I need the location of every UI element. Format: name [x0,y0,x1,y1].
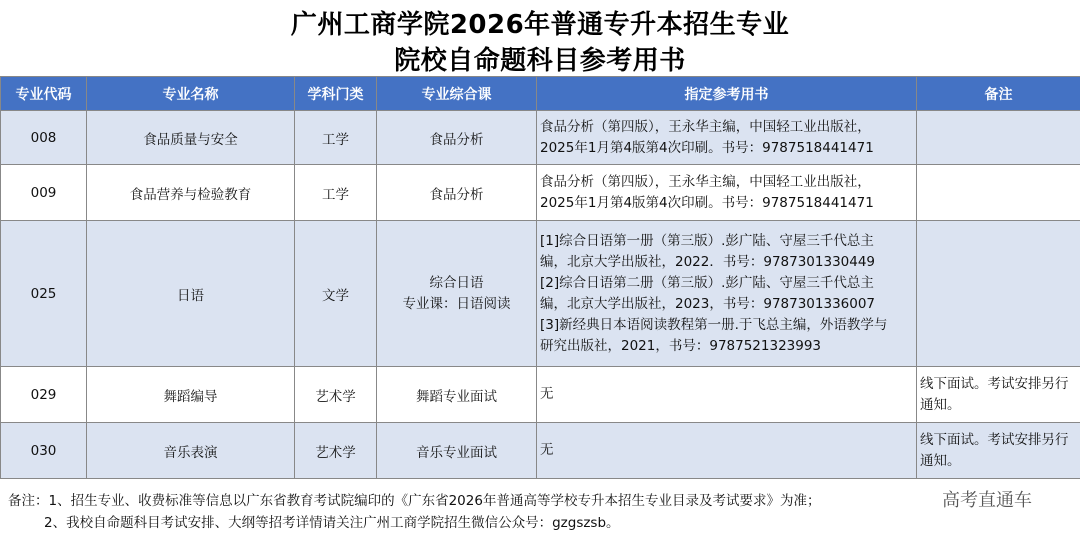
cell-books [537,221,917,367]
cell-books [537,111,917,165]
cell-course [377,111,537,165]
table-row [1,367,1080,423]
course-line: 食品分析 [429,131,484,148]
book-line: [3]新经典日本语阅读教程第一册.于飞总主编，外语教学与 [540,316,888,333]
book-line: 2025年1月第4版第4次印刷。书号：9787518441471 [540,194,874,211]
cell-name: 食品质量与安全 [87,111,295,165]
cell-name: 音乐表演 [87,423,295,479]
cell-code: 008 [1,111,87,165]
page-subtitle: 院校自命题科目参考用书 [394,46,686,76]
cell-category: 工学 [295,111,377,165]
book-line: 编，北京大学出版社，2023，书号：9787301336007 [540,295,876,312]
book-line: [2]综合日语第二册（第三版）.彭广陆、守屋三千代总主 [540,274,874,291]
page-title: 广州工商学院2026年普通专升本招生专业 [290,10,790,40]
cell-category: 艺术学 [295,423,377,479]
cell-remark [917,423,1080,479]
course-line: 综合日语 [429,274,484,291]
book-line: 2025年1月第4版第4次印刷。书号：9787518441471 [540,139,874,156]
cell-code: 009 [1,165,87,221]
remark-line: 通知。 [920,452,961,469]
book-line: 研究出版社，2021，书号：9787521323993 [540,337,822,354]
cell-remark [917,165,1080,221]
cell-books [537,165,917,221]
book-line: [1]综合日语第一册（第三版）.彭广陆、守屋三千代总主 [540,232,874,249]
watermark-text: 高考直通车 [942,490,1032,511]
cell-name: 食品营养与检验教育 [87,165,295,221]
remark-line: 线下面试。考试安排另行 [920,431,1069,448]
cell-course [377,165,537,221]
cell-category: 艺术学 [295,367,377,423]
book-line: 无 [540,442,554,458]
cell-category: 工学 [295,165,377,221]
header-discipline: 学科门类 [295,77,377,111]
cell-name: 舞蹈编导 [87,367,295,423]
header-major-code: 专业代码 [1,77,87,111]
cell-remark [917,111,1080,165]
footnote-2: 2、我校自命题科目考试安排、大纲等招考详情请关注广州工商学院招生微信公众号：gzgszsb。 [44,515,620,531]
cell-books [537,423,917,479]
cell-course [377,221,537,367]
table-header-row [1,77,1080,111]
footnote-1: 备注：1、招生专业、收费标准等信息以广东省教育考试院编印的《广东省2026年普通高等学校专升本招生专业目录及考试要求》为准； [8,493,821,509]
cell-code: 025 [1,221,87,367]
cell-name: 日语 [87,221,295,367]
cell-remark [917,367,1080,423]
book-line: 无 [540,386,554,402]
cell-course [377,423,537,479]
cell-course [377,367,537,423]
cell-books [537,367,917,423]
table-row [1,111,1080,165]
table-row [1,165,1080,221]
table-row [1,221,1080,367]
header-course: 专业综合课 [377,77,537,111]
cell-code: 029 [1,367,87,423]
course-line: 专业课：日语阅读 [402,295,511,312]
header-remark: 备注 [917,77,1080,111]
course-line: 音乐专业面试 [416,444,497,461]
course-line: 食品分析 [429,186,484,203]
cell-category: 文学 [295,221,377,367]
reference-book-table [0,76,1080,479]
remark-line: 线下面试。考试安排另行 [920,375,1069,392]
remark-line: 通知。 [920,396,961,413]
book-line: 食品分析（第四版），王永华主编，中国轻工业出版社， [540,118,871,135]
table-row [1,423,1080,479]
course-line: 舞蹈专业面试 [416,388,497,405]
cell-code: 030 [1,423,87,479]
cell-remark [917,221,1080,367]
book-line: 编，北京大学出版社，2022．书号：9787301330449 [540,253,876,270]
book-line: 食品分析（第四版），王永华主编，中国轻工业出版社， [540,173,871,190]
header-books: 指定参考用书 [537,77,917,111]
header-major-name: 专业名称 [87,77,295,111]
